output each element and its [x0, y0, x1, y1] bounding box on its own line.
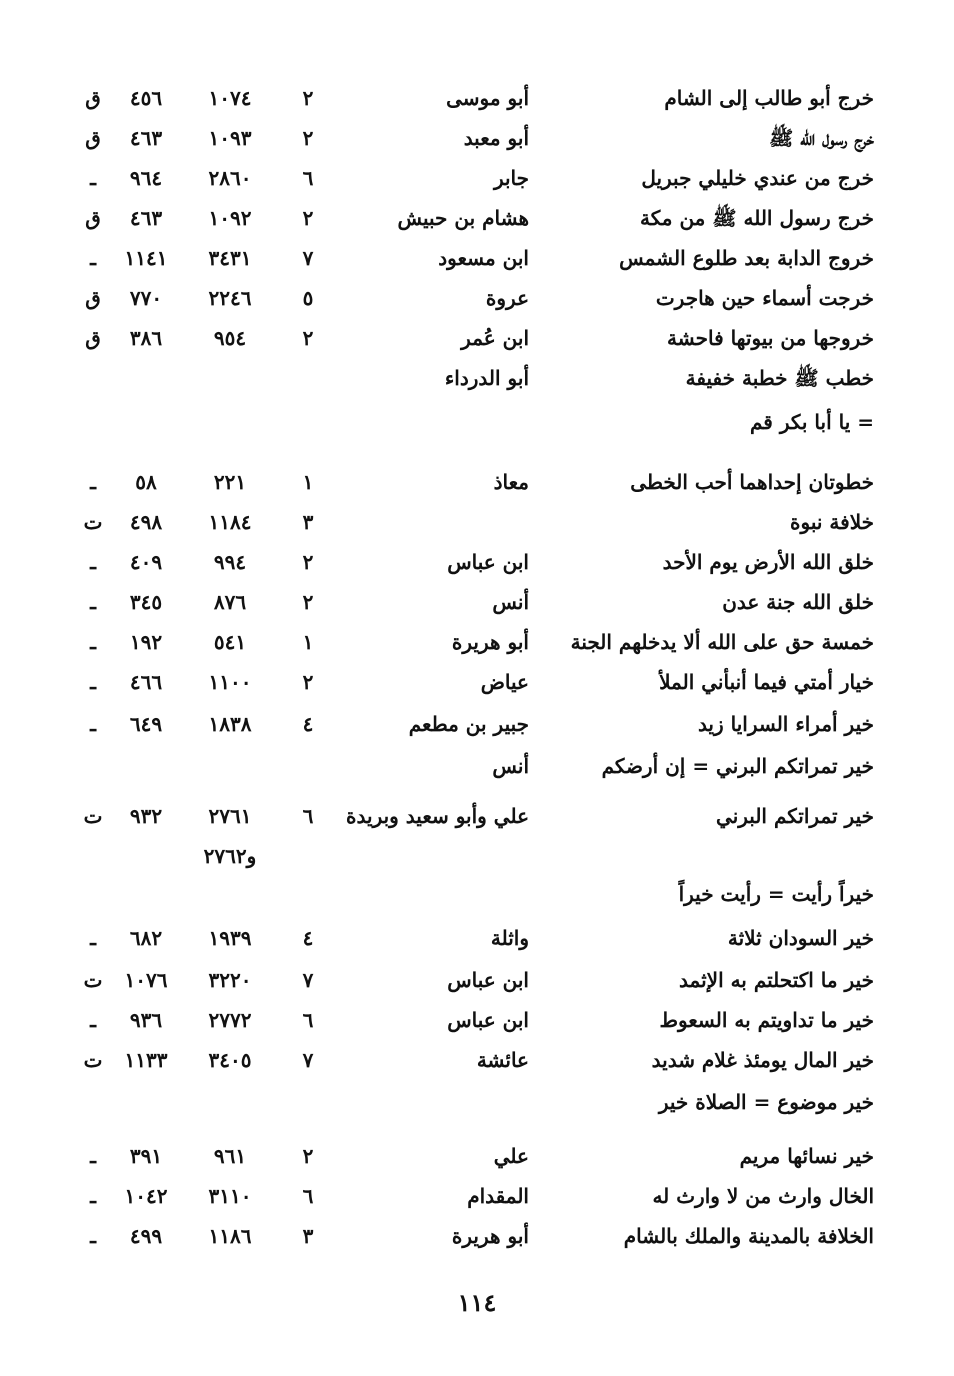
row-volume: ٢ [302, 86, 314, 110]
table-row [0, 582, 954, 622]
row-narrator: أبو هريرة [451, 1224, 529, 1248]
row-phrase: خلق الله جنة عدن [722, 590, 874, 614]
row-volume: ٦ [302, 1008, 314, 1032]
row-hadith-number: ٨٧٦ [213, 590, 247, 614]
row-page: ١١٤١ [124, 246, 168, 270]
table-row [0, 78, 954, 118]
row-hadith-number: ١١٠٠ [208, 670, 252, 694]
row-source: ـ [90, 926, 96, 950]
row-narrator: أبو معبد [463, 126, 529, 150]
row-source: ـ [90, 590, 96, 614]
row-hadith-number: ٢٢٤٦ [208, 286, 252, 310]
row-narrator: عائشة [476, 1048, 529, 1072]
row-hadith-number: ١١٨٦ [208, 1224, 252, 1248]
row-hadith-number: ٢٧٧٢ [208, 1008, 252, 1032]
row-source: ت [83, 804, 103, 828]
row-phrase: خير تمراتكم البرني = إن أرضكم [601, 754, 874, 778]
row-page: ٣٨٦ [129, 326, 163, 350]
row-hadith-number: ١٠٩٢ [208, 206, 252, 230]
row-volume: ٢ [302, 206, 314, 230]
row-source: ت [83, 1048, 103, 1072]
row-narrator: أنس [492, 754, 529, 778]
row-source: ـ [90, 1144, 96, 1168]
row-source: ـ [90, 670, 96, 694]
row-hadith-number: ٥٤١ [213, 630, 247, 654]
row-source: ـ [90, 1224, 96, 1248]
row-source: ـ [90, 1184, 96, 1208]
table-row [0, 318, 954, 358]
row-page: ٤٦٣ [129, 206, 163, 230]
row-phrase: خرجت أسماء حين هاجرت [655, 286, 874, 310]
row-narrator: هشام بن حبيش [397, 206, 529, 230]
row-phrase: خرج رسول الله ﷺ [769, 126, 874, 150]
row-phrase: خطوتان إحداهما أحب الخطى [630, 470, 874, 494]
row-source: ـ [90, 1008, 96, 1032]
row-narrator: عروة [485, 286, 529, 310]
table-row [0, 402, 954, 442]
row-page: ١١٣٣ [124, 1048, 168, 1072]
row-volume: ٥ [302, 286, 314, 310]
row-hadith-number: ٢٨٦٠ [208, 166, 252, 190]
table-row [0, 836, 954, 876]
row-source: ق [85, 326, 101, 350]
table-row [0, 542, 954, 582]
table-row [0, 278, 954, 318]
table-row [0, 874, 954, 914]
page-number: ١١٤ [457, 1288, 497, 1317]
row-volume: ٢ [302, 670, 314, 694]
table-row [0, 238, 954, 278]
row-page: ٣٤٥ [129, 590, 163, 614]
row-narrator: ابن عُمر [461, 326, 529, 350]
row-phrase: خطب ﷺ خطبة خفيفة [685, 366, 874, 390]
row-phrase: خرج من عندي خليلي جبريل [641, 166, 874, 190]
row-phrase: خروج الدابة بعد طلوع الشمس [619, 246, 874, 270]
row-hadith-number: ٣٢٢٠ [208, 968, 252, 992]
row-page: ٦٤٩ [129, 712, 163, 736]
row-phrase: خير ما تداويتم به السعوط [659, 1008, 874, 1032]
table-row [0, 746, 954, 786]
row-hadith-number: ٣١١٠ [208, 1184, 252, 1208]
table-row [0, 1176, 954, 1216]
row-narrator: ابن عباس [447, 1008, 529, 1032]
row-volume: ٦ [302, 1184, 314, 1208]
row-narrator: أبو موسى [446, 86, 529, 110]
row-phrase: خرج رسول الله ﷺ من مكة [640, 206, 874, 230]
row-hadith-number: ١١٨٤ [208, 510, 252, 534]
row-phrase: الخال وارث من لا وارث له [652, 1184, 874, 1208]
row-page: ٣٩١ [129, 1144, 163, 1168]
table-row [0, 1136, 954, 1176]
row-page: ٦٨٢ [129, 926, 163, 950]
row-hadith-number: ١٨٣٨ [208, 712, 252, 736]
row-volume: ٢ [302, 550, 314, 574]
row-page: ٤٦٦ [129, 670, 163, 694]
row-source: ـ [90, 470, 96, 494]
table-row [0, 462, 954, 502]
row-phrase: خير ما اكتحلتم به الإثمد [679, 968, 874, 992]
row-page: ٥٨ [135, 470, 157, 494]
row-phrase: خير موضوع = الصلاة خير [658, 1090, 874, 1114]
table-row [0, 1216, 954, 1256]
row-narrator: المقدام [467, 1184, 529, 1208]
table-row [0, 918, 954, 958]
row-source: ـ [90, 166, 96, 190]
row-volume: ٤ [302, 926, 314, 950]
row-source: ق [85, 206, 101, 230]
row-source: ت [83, 510, 103, 534]
row-hadith-number: ٢٢١ [213, 470, 247, 494]
row-source: ت [83, 968, 103, 992]
row-phrase: خير المال يومئذ غلام شديد [651, 1048, 874, 1072]
table-row [0, 1040, 954, 1080]
row-hadith-number: ١٩٣٩ [208, 926, 252, 950]
row-page: ٩٣٦ [129, 1008, 163, 1032]
row-source: ـ [90, 550, 96, 574]
table-row [0, 704, 954, 744]
row-hadith-number: ٣٤٠٥ [208, 1048, 252, 1072]
row-source: ـ [90, 246, 96, 270]
row-narrator: أبو الدرداء [444, 366, 529, 390]
table-row [0, 502, 954, 542]
table-row [0, 118, 954, 158]
row-phrase: خروجها من بيوتها فاحشة [667, 326, 874, 350]
row-page: ١٠٤٢ [124, 1184, 168, 1208]
row-hadith-number: ٢٧٦١ [208, 804, 252, 828]
row-volume: ٧ [302, 968, 314, 992]
row-phrase: الخلافة بالمدينة والملك بالشام [623, 1224, 874, 1248]
row-narrator: ابن عباس [447, 550, 529, 574]
row-volume: ١ [302, 630, 314, 654]
row-narrator: علي [493, 1144, 529, 1168]
row-volume: ٣ [302, 1224, 314, 1248]
row-phrase: خرج أبو طالب إلى الشام [664, 86, 874, 110]
row-hadith-number: ٩٥٤ [213, 326, 247, 350]
row-page: ٤٩٩ [129, 1224, 163, 1248]
row-source: ق [85, 86, 101, 110]
row-source: ق [85, 126, 101, 150]
row-page: ٤٠٩ [129, 550, 163, 574]
table-row [0, 1000, 954, 1040]
row-hadith-number: ٩٩٤ [213, 550, 247, 574]
row-hadith-number: ١٠٧٤ [208, 86, 252, 110]
row-phrase: خيار أمتي فيما أنبأني الملأ [659, 670, 874, 694]
row-narrator: جبير بن مطعم [408, 712, 529, 736]
row-page: ٩٦٤ [129, 166, 163, 190]
table-row [0, 622, 954, 662]
row-source: ـ [90, 712, 96, 736]
row-volume: ٢ [302, 590, 314, 614]
row-phrase: خير نسائها مريم [739, 1144, 874, 1168]
row-page: ١٩٢ [129, 630, 163, 654]
row-hadith-number: ٣٤٣١ [208, 246, 252, 270]
row-narrator: علي وأبو سعيد وبريدة [346, 804, 529, 828]
table-row [0, 796, 954, 836]
row-page: ٤٥٦ [129, 86, 163, 110]
row-volume: ٢ [302, 126, 314, 150]
row-source: ق [85, 286, 101, 310]
row-volume: ٧ [302, 1048, 314, 1072]
row-volume: ٧ [302, 246, 314, 270]
table-row [0, 1082, 954, 1122]
row-phrase: خمسة حق على الله ألا يدخلهم الجنة [570, 630, 874, 654]
row-hadith-number: ٩٦١ [213, 1144, 247, 1168]
row-page: ٤٩٨ [129, 510, 163, 534]
row-volume: ٦ [302, 166, 314, 190]
row-phrase: خير تمراتكم البرني [716, 804, 874, 828]
table-row [0, 960, 954, 1000]
row-source: ـ [90, 630, 96, 654]
row-volume: ٤ [302, 712, 314, 736]
row-page: ٩٣٢ [129, 804, 163, 828]
row-narrator: ابن عباس [447, 968, 529, 992]
row-page: ٤٦٣ [129, 126, 163, 150]
row-narrator: واثلة [490, 926, 529, 950]
row-hadith-number: و٢٧٦٢ [203, 844, 257, 868]
row-hadith-number: ١٠٩٣ [208, 126, 252, 150]
table-row [0, 158, 954, 198]
row-narrator: ابن مسعود [438, 246, 529, 270]
row-volume: ١ [302, 470, 314, 494]
row-narrator: أنس [492, 590, 529, 614]
row-volume: ٦ [302, 804, 314, 828]
row-narrator: عياض [480, 670, 529, 694]
row-page: ٧٧٠ [129, 286, 163, 310]
table-row [0, 198, 954, 238]
row-page: ١٠٧٦ [124, 968, 168, 992]
row-narrator: أبو هريرة [451, 630, 529, 654]
table-row [0, 662, 954, 702]
row-narrator: جابر [493, 166, 529, 190]
row-volume: ٢ [302, 326, 314, 350]
table-row [0, 358, 954, 398]
row-volume: ٢ [302, 1144, 314, 1168]
row-phrase: = يا أبا بكر قم [749, 410, 874, 434]
row-narrator: معاذ [493, 470, 529, 494]
row-phrase: خلق الله الأرض يوم الأحد [662, 550, 874, 574]
row-phrase: خلافة نبوة [790, 510, 874, 534]
row-volume: ٣ [302, 510, 314, 534]
row-phrase: خيراً رأيت = رأيت خيراً [678, 882, 874, 906]
row-phrase: خير السودان ثلاثة [727, 926, 874, 950]
row-phrase: خير أمراء السرايا زيد [697, 712, 874, 736]
